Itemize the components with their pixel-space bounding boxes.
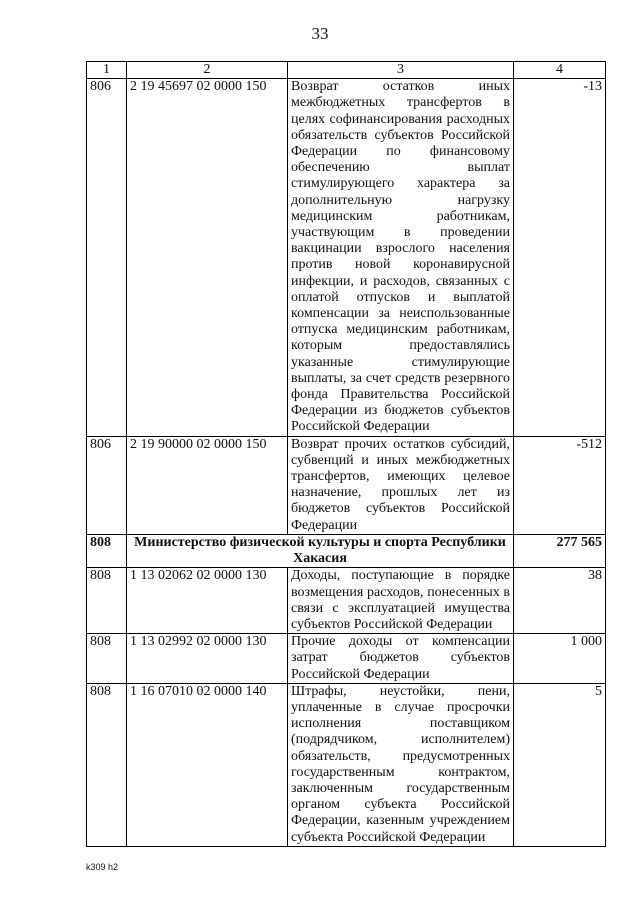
revenue-description: Штрафы, неустойки, пени, уплаченные в случае просрочки исполнения поставщиком (подрядчиком, исполнителем) обязательств, предусмотренных государственным контрактом, заключенным государственным органом субъекта Российской Федерации, казенным учреждением субъекта Российской Федерации (288, 683, 514, 846)
section-row (87, 534, 606, 567)
revenue-code: 1 13 02992 02 0000 130 (127, 634, 288, 684)
column-header: 1 (87, 62, 127, 79)
table-row (87, 79, 606, 436)
admin-code: 808 (87, 568, 127, 634)
section-admin-code: 808 (87, 534, 127, 567)
revenue-code: 2 19 45697 02 0000 150 (127, 79, 288, 436)
revenue-code: 2 19 90000 02 0000 150 (127, 436, 288, 534)
table-row (87, 436, 606, 534)
column-header: 2 (127, 62, 288, 79)
amount: 5 (514, 683, 606, 846)
table-row (87, 683, 606, 846)
revenue-description: Возврат остатков иных межбюджетных трансфертов в целях софинансирования расходных обязательств субъектов Российской Федерации по финансовому обеспечению выплат стимулирующего характера за дополнительную нагрузку медицинским работникам, участвующим в проведении вакцинации взрослого населения против новой коронавирусной инфекции, и расходов, связанных с оплатой отпусков и выплатой компенсации за неиспользованные отпуска медицинским работникам, которым предоставлялись указанные стимулирующие выплаты, за счет средств резервного фонда Правительства Российской Федерации из бюджетов субъектов Российской Федерации (288, 79, 514, 436)
admin-code: 806 (87, 79, 127, 436)
amount: -512 (514, 436, 606, 534)
revenue-description: Доходы, поступающие в порядке возмещения расходов, понесенных в связи с эксплуатацией имущества субъектов Российской Федерации (288, 568, 514, 634)
section-title: Министерство физической культуры и спорта Республики Хакасия (127, 534, 514, 567)
document-footer-code: k309 h2 (86, 862, 119, 872)
revenue-code: 1 13 02062 02 0000 130 (127, 568, 288, 634)
amount: -13 (514, 79, 606, 436)
revenue-table (86, 61, 606, 847)
revenue-description: Возврат прочих остатков субсидий, субвенций и иных межбюджетных трансфертов, имеющих целевое назначение, прошлых лет из бюджетов субъектов Российской Федерации (288, 436, 514, 534)
revenue-code: 1 16 07010 02 0000 140 (127, 683, 288, 846)
admin-code: 808 (87, 634, 127, 684)
revenue-description: Прочие доходы от компенсации затрат бюджетов субъектов Российской Федерации (288, 634, 514, 684)
admin-code: 806 (87, 436, 127, 534)
page-number: 33 (311, 24, 329, 43)
table-row (87, 634, 606, 684)
amount: 1 000 (514, 634, 606, 684)
header-row (87, 62, 606, 79)
column-header: 4 (514, 62, 606, 79)
table-row (87, 568, 606, 634)
amount: 38 (514, 568, 606, 634)
column-header: 3 (288, 62, 514, 79)
admin-code: 808 (87, 683, 127, 846)
section-amount: 277 565 (514, 534, 606, 567)
